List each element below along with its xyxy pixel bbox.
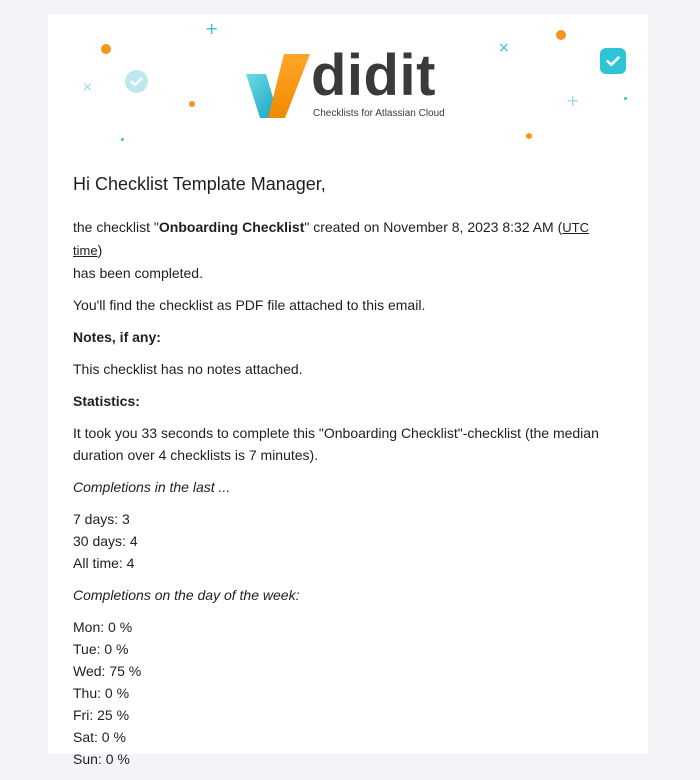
- dot-icon: [101, 44, 111, 54]
- completions-last-list: [73, 508, 618, 574]
- didit-tagline: Checklists for Atlassian Cloud: [313, 108, 445, 119]
- pdf-note: You'll find the checklist as PDF file attached to this email.: [73, 297, 426, 313]
- list-item: Sun: 0 %: [73, 751, 130, 767]
- utc-time-link[interactable]: UTC time: [73, 220, 589, 258]
- didit-wordmark: didit: [311, 43, 436, 108]
- list-item: Wed: 75 %: [73, 663, 142, 679]
- list-item: All time: 4: [73, 555, 135, 571]
- notes-heading: Notes, if any:: [73, 329, 161, 345]
- list-item: Tue: 0 %: [73, 641, 129, 657]
- dot-icon: [556, 30, 566, 40]
- list-item: Fri: 25 %: [73, 707, 130, 723]
- greeting: Hi Checklist Template Manager,: [73, 174, 326, 194]
- completions-dow-heading: Completions on the day of the week:: [73, 587, 300, 603]
- list-item: 30 days: 4: [73, 533, 138, 549]
- statistics-heading: Statistics:: [73, 393, 140, 409]
- didit-logo: [244, 43, 454, 122]
- completions-dow-list: [73, 616, 618, 770]
- notes-text: This checklist has no notes attached.: [73, 361, 303, 377]
- plus-icon: +: [566, 91, 580, 110]
- completions-last-heading: Completions in the last ...: [73, 479, 231, 495]
- list-item: Thu: 0 %: [73, 685, 130, 701]
- plus-icon: +: [205, 19, 219, 38]
- dot-icon: [189, 101, 195, 107]
- dot-icon: [526, 133, 532, 139]
- cross-icon: ×: [82, 80, 93, 95]
- list-item: 7 days: 3: [73, 511, 130, 527]
- list-item: Mon: 0 %: [73, 619, 133, 635]
- didit-logo-mark: [244, 52, 314, 122]
- dot-icon: [121, 138, 124, 141]
- statistics-summary: It took you 33 seconds to complete this "Onboarding Checklist"-checklist (the median duration over 4 checklists is 7 minutes).: [73, 425, 599, 463]
- completion-intro: the checklist "Onboarding Checklist" created on November 8, 2023 8:32 AM (UTC time) has been completed.: [73, 219, 589, 281]
- email-header: [48, 14, 648, 164]
- dot-icon: [624, 97, 627, 100]
- email-card: [48, 14, 648, 767]
- list-item: Sat: 0 %: [73, 729, 126, 745]
- check-badge-icon: [600, 48, 626, 74]
- check-badge-icon: [125, 70, 148, 93]
- email-body: [73, 174, 618, 780]
- checklist-name: Onboarding Checklist: [158, 219, 305, 235]
- cross-icon: ×: [498, 40, 510, 56]
